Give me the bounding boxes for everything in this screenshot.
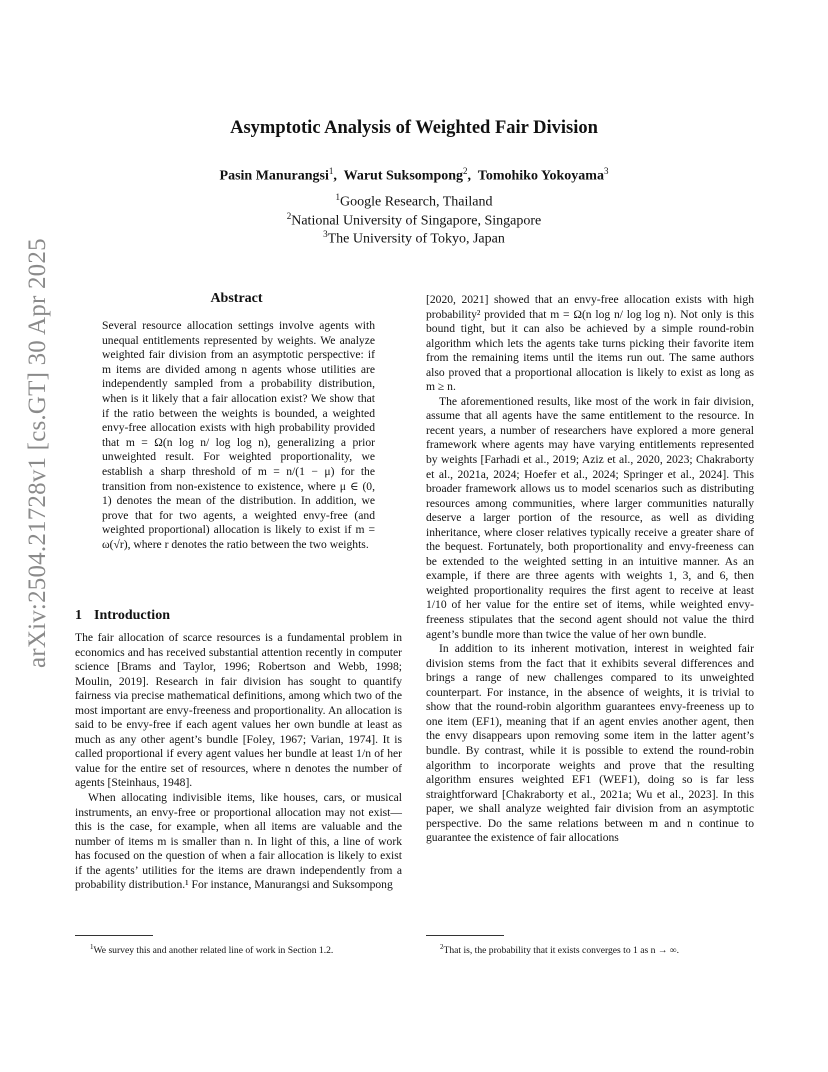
section-heading [75,608,170,624]
abstract-body: Several resource allocation settings involve agents with unequal entitlements represented by weights. We analyze weighted fair division from an asymptotic perspective: if m items are divided among n agents whose utilities are independently sampled from a probability distribution, when is it likely that a fair allocation exist? We show that if the ratio between the weights is bounded, a weighted envy-free allocation exists with high probability provided that m = Ω(n log n/ log log n), generalizing a prior unweighted result. For weighted proportionality, we establish a sharp threshold of m = n/(1 − μ) for the transition from non-existence to existence, where μ ∈ (0, 1) denotes the mean of the distribution. In addition, we prove that for two agents, a weighted envy-free (and weighted proportional) allocation is likely to exist if m = ω(√r), where r denotes the ratio between the two weights. [102,319,375,551]
section-number: 1 [75,608,82,623]
footnote-rule [75,935,153,936]
introduction-right-column [426,293,754,846]
paragraph: When allocating indivisible items, like houses, cars, or musical instruments, an envy-free or proportional allocation may not exist—this is the case, for example, when all items are valuable and the number of items m is smaller than n. In light of this, a line of work has focused on the question of when a fair allocation is likely to exist if the agents’ utilities for the items are drawn independently from a probability distribution.¹ For instance, Manurangsi and Suksompong [75,791,402,892]
footnote-rule [426,935,504,936]
affiliation: $^3$The University of Tokyo, Japan [323,229,505,247]
affiliation-mark: 1 [328,166,334,176]
section-title: Introduction [94,608,170,623]
affiliation-mark: 3 [603,166,609,176]
footnote-mark: 1 [90,943,94,951]
footnote: $^2$That is, the probability that it exists converges to 1 as n → ∞. [440,943,680,957]
affiliation-mark: 3 [323,229,328,239]
affiliation: $^1$Google Research, Thailand [335,192,493,210]
affiliation-mark: 2 [463,166,468,176]
author-line: Pasin Manurangsi$^1$, Warut Suksompong$^2$, Tomohiko Yokoyama$^3$ [219,166,609,184]
author-name: Pasin Manurangsi [219,168,329,184]
paper-title: Asymptotic Analysis of Weighted Fair Division [230,118,598,138]
footnote-mark: 2 [440,943,444,951]
introduction-left-column [75,631,402,893]
paragraph: The fair allocation of scarce resources is a fundamental problem in economics and has received substantial attention recently in computer science [Brams and Taylor, 1996; Robertson and Webb, 1998; Moulin, 2019]. Research in fair division has sought to quantify fairness via precise mathematical definitions, among which two of the most important are envy-freeness and proportionality. An allocation is said to be envy-free if each agent values her own bundle at least as much as any other agent’s bundle [Foley, 1967; Varian, 1974]. It is called proportional if every agent values her bundle at least 1/n of her value for the entire set of resources, where n denotes the number of agents [Steinhaus, 1948]. [75,631,402,790]
affiliation-mark: 2 [286,211,292,221]
affiliation-mark: 1 [335,192,340,202]
abstract-heading: Abstract [210,291,263,306]
affiliation: $^2$National University of Singapore, Singapore [286,211,542,229]
paragraph: [2020, 2021] showed that an envy-free allocation exists with high probability² provided that m = Ω(n log n/ log log n). Not only is this bound tight, but it can also be achieved by a simple round-robin algorithm which lets the agents take turns picking their favorite item from the remaining items until the items run out. The same authors also proved that a proportional allocation is likely to exist as long as m ≥ n. [426,293,754,394]
author-name: Tomohiko Yokoyama [477,168,604,184]
author-name: Warut Suksompong [343,168,464,184]
paragraph: The aforementioned results, like most of the work in fair division, assume that all agents have the same entitlement to the resource. In recent years, a number of researchers have explored a more general framework where agents may have varying entitlements represented by weights [Farhadi et al., 2019; Aziz et al., 2020, 2023; Chakraborty et al., 2021a, 2024; Hoefer et al., 2024; Springer et al., 2024]. This broader framework allows us to model scenarios such as distributing resources among communities, where larger communities naturally deserve a larger portion of the resource, as well as dividing inheritance, where closer relatives typically receive a greater share of the bequest. Fortunately, both proportionality and envy-freeness can be extended to the weighted setting in an intuitive manner. As an example, if there are three agents with weights 1, 3, and 6, then weighted proportionality requires the first agent to receive at least 1/10 of her value for the entire set of items, while weighted envy-freeness stipulates that the second agent should not value the third agent’s bundle more than twice the value of her own bundle. [426,394,754,641]
footnote: $^1$We survey this and another related line of work in Section 1.2. [90,943,334,957]
paragraph: In addition to its inherent motivation, interest in weighted fair division stems from the fact that it exhibits several differences and brings a range of new challenges compared to its unweighted counterpart. For instance, in the absence of weights, it is trivial to show that the round-robin algorithm guarantees envy-freeness up to one item (EF1), meaning that if an agent envies another agent, then the envy disappears upon removing some item in the latter agent’s bundle. By contrast, while it is possible to extend the round-robin algorithm to incorporate weights and prove that the resulting algorithm ensures weighted EF1 (WEF1), doing so is far less straightforward [Chakraborty et al., 2021a; Wu et al., 2023]. In this paper, we shall analyze weighted fair division from an asymptotic perspective. Do the same relations between m and n continue to guarantee the existence of fair allocations [426,642,754,845]
arxiv-identifier: arXiv:2504.21728v1 [cs.GT] 30 Apr 2025 [24,238,51,668]
